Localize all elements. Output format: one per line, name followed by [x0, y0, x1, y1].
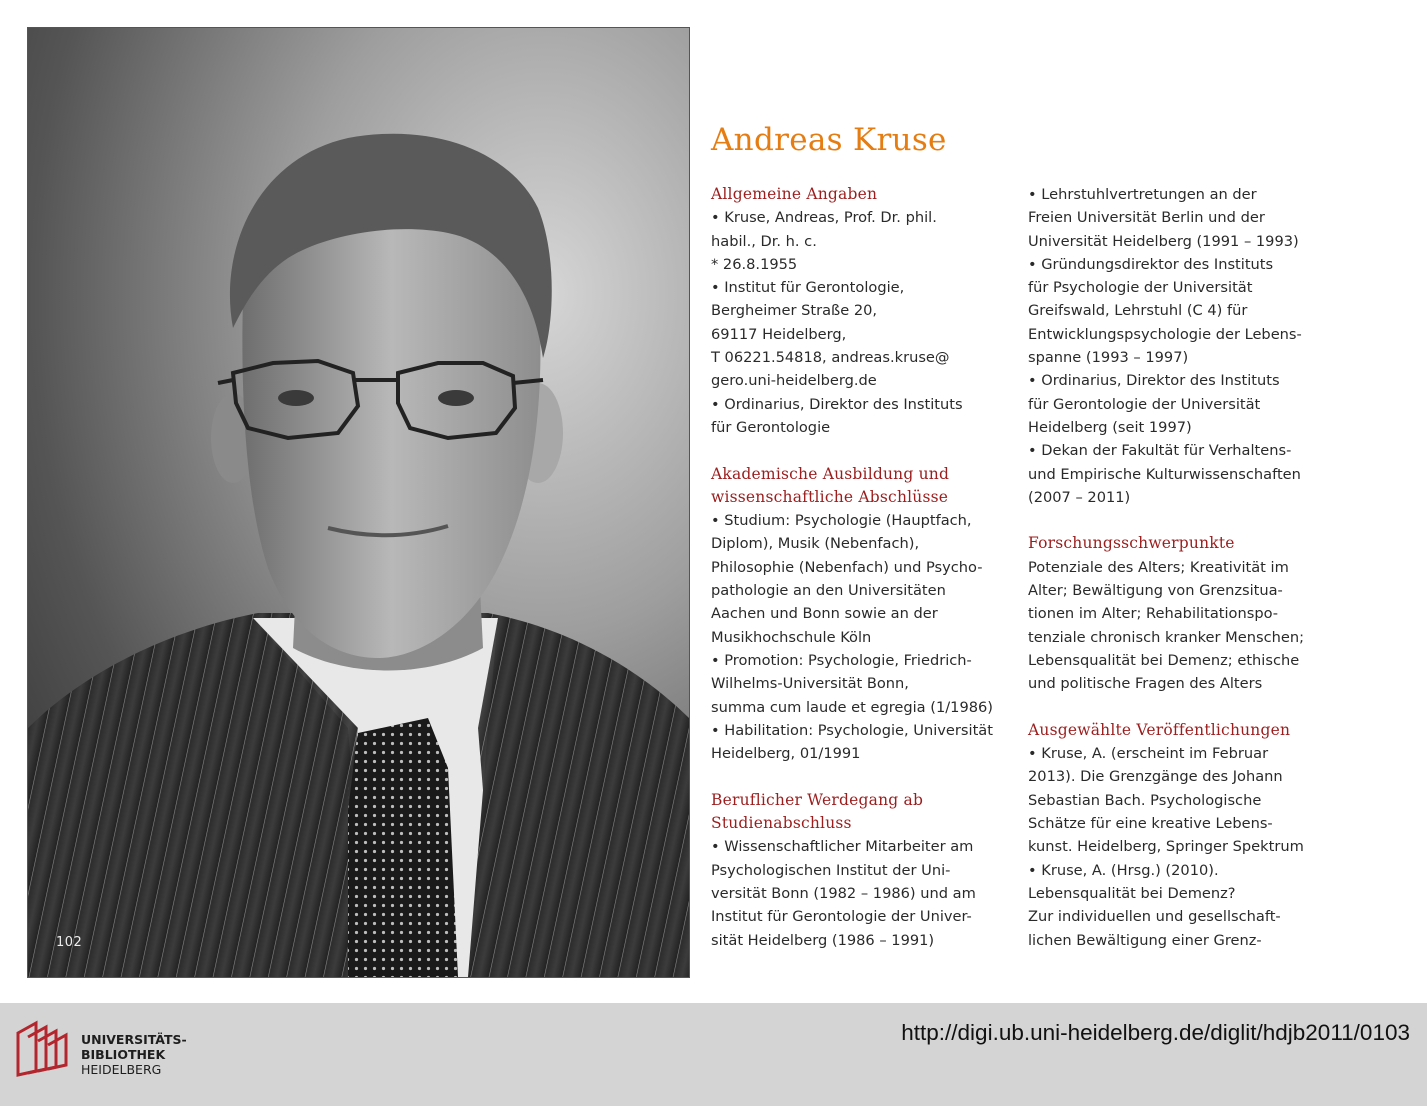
- text-section: [1028, 183, 1328, 509]
- body-line: Sebastian Bach. Psychologische: [1028, 791, 1262, 809]
- left-text-column: [711, 183, 1011, 975]
- body-line: • Kruse, A. (Hrsg.) (2010).: [1028, 861, 1219, 879]
- body-line: gero.uni-heidelberg.de: [711, 372, 877, 390]
- page-number: 102: [56, 935, 83, 950]
- body-line: lichen Bewältigung einer Grenz-: [1028, 931, 1262, 949]
- body-line: * 26.8.1955: [711, 255, 798, 273]
- body-line: Musikhochschule Köln: [711, 628, 872, 646]
- body-line: Universität Heidelberg (1991 – 1993): [1028, 232, 1299, 250]
- body-line: Aachen und Bonn sowie an der: [711, 605, 938, 623]
- body-line: und Empirische Kulturwissenschaften: [1028, 465, 1301, 483]
- logo-line-3: HEIDELBERG: [81, 1062, 162, 1077]
- body-line: (2007 – 2011): [1028, 488, 1131, 506]
- body-line: spanne (1993 – 1997): [1028, 349, 1189, 367]
- body-line: • Ordinarius, Direktor des Instituts: [711, 395, 963, 413]
- body-line: Alter; Bewältigung von Grenzsitua-: [1028, 582, 1283, 600]
- section-heading: Studienabschluss: [711, 814, 852, 833]
- body-line: • Studium: Psychologie (Hauptfach,: [711, 512, 972, 530]
- body-line: Greifswald, Lehrstuhl (C 4) für: [1028, 302, 1248, 320]
- body-line: 69117 Heidelberg,: [711, 325, 847, 343]
- body-line: sität Heidelberg (1986 – 1991): [711, 931, 935, 949]
- portrait-photo: [27, 27, 690, 978]
- footer-bar: [0, 1003, 1427, 1106]
- body-line: kunst. Heidelberg, Springer Spektrum: [1028, 838, 1304, 856]
- portrait-illustration: [28, 28, 689, 977]
- body-line: Entwicklungspsychologie der Lebens-: [1028, 325, 1302, 343]
- body-line: Freien Universität Berlin und der: [1028, 209, 1265, 227]
- text-section: [711, 789, 1011, 952]
- section-heading: Akademische Ausbildung und: [711, 464, 950, 483]
- section-heading: wissenschaftliche Abschlüsse: [711, 487, 949, 506]
- logo-line-2: BIBLIOTHEK: [81, 1047, 166, 1062]
- body-line: pathologie an den Universitäten: [711, 582, 946, 600]
- body-line: für Gerontologie: [711, 418, 831, 436]
- body-line: tionen im Alter; Rehabilitationspo-: [1028, 605, 1279, 623]
- body-line: • Habilitation: Psychologie, Universität: [711, 721, 993, 739]
- body-line: Zur individuellen und gesellschaft-: [1028, 908, 1281, 926]
- body-line: tenziale chronisch kranker Menschen;: [1028, 628, 1305, 646]
- body-line: Psychologischen Institut der Uni-: [711, 861, 951, 879]
- body-line: Heidelberg (seit 1997): [1028, 418, 1192, 436]
- text-section: [711, 183, 1011, 439]
- body-line: versität Bonn (1982 – 1986) und am: [711, 884, 976, 902]
- permalink-url[interactable]: http://digi.ub.uni-heidelberg.de/diglit/hdjb2011/0103: [901, 1020, 1410, 1045]
- body-line: Schätze für eine kreative Lebens-: [1028, 815, 1273, 833]
- body-line: und politische Fragen des Alters: [1028, 675, 1263, 693]
- body-line: • Promotion: Psychologie, Friedrich-: [711, 651, 972, 669]
- body-line: 2013). Die Grenzgänge des Johann: [1028, 768, 1283, 786]
- person-name: Andreas Kruse: [711, 122, 947, 158]
- body-line: Lebensqualität bei Demenz?: [1028, 884, 1236, 902]
- body-line: • Gründungsdirektor des Instituts: [1028, 255, 1274, 273]
- body-line: T 06221.54818, andreas.kruse@: [711, 349, 950, 367]
- body-line: Wilhelms-Universität Bonn,: [711, 675, 909, 693]
- body-line: • Institut für Gerontologie,: [711, 279, 905, 297]
- body-line: summa cum laude et egregia (1/1986): [711, 698, 993, 716]
- body-line: Philosophie (Nebenfach) und Psycho-: [711, 558, 983, 576]
- body-line: • Lehrstuhlvertretungen an der: [1028, 186, 1257, 203]
- library-logo-text: [81, 1032, 187, 1077]
- right-text-column: [1028, 183, 1328, 975]
- body-line: Bergheimer Straße 20,: [711, 302, 878, 320]
- body-line: Institut für Gerontologie der Univer-: [711, 908, 972, 926]
- text-section: [1028, 532, 1328, 695]
- body-line: Heidelberg, 01/1991: [711, 745, 861, 763]
- text-section: [1028, 719, 1328, 952]
- body-line: für Psychologie der Universität: [1028, 279, 1253, 297]
- body-line: Diplom), Musik (Nebenfach),: [711, 535, 920, 553]
- body-line: • Wissenschaftlicher Mitarbeiter am: [711, 838, 974, 856]
- body-line: Lebensqualität bei Demenz; ethische: [1028, 651, 1300, 669]
- section-heading: Beruflicher Werdegang ab: [711, 790, 924, 809]
- section-heading: Allgemeine Angaben: [711, 185, 878, 203]
- body-line: • Kruse, A. (erscheint im Februar: [1028, 745, 1269, 763]
- section-heading: Forschungsschwerpunkte: [1028, 534, 1235, 553]
- body-line: • Dekan der Fakultät für Verhaltens-: [1028, 442, 1292, 460]
- body-line: für Gerontologie der Universität: [1028, 395, 1261, 413]
- body-line: • Ordinarius, Direktor des Instituts: [1028, 372, 1280, 390]
- body-line: habil., Dr. h. c.: [711, 232, 817, 250]
- body-line: • Kruse, Andreas, Prof. Dr. phil.: [711, 209, 937, 227]
- body-line: Potenziale des Alters; Kreativität im: [1028, 558, 1289, 576]
- ub-heidelberg-logo-icon: [14, 1019, 72, 1079]
- logo-line-1: UNIVERSITÄTS-: [81, 1032, 187, 1047]
- section-heading: Ausgewählte Veröffentlichungen: [1028, 720, 1291, 739]
- text-section: [711, 463, 1011, 766]
